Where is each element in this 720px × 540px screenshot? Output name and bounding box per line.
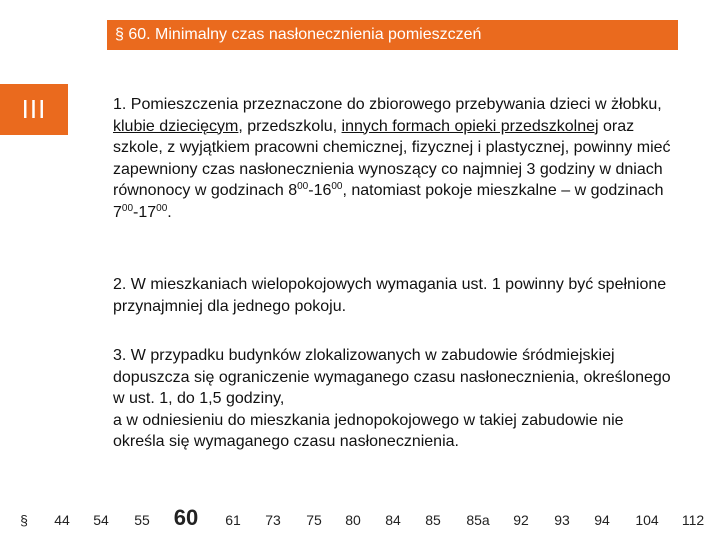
chapter-marker	[0, 84, 68, 135]
section-title-bar	[107, 20, 678, 50]
nav-link-94[interactable]: 94	[594, 512, 610, 528]
nav-link-44[interactable]: 44	[54, 512, 70, 528]
nav-link-92[interactable]: 92	[513, 512, 529, 528]
chapter-label: III	[21, 94, 47, 124]
time-superscript: 00	[297, 181, 309, 192]
nav-link-104[interactable]: 104	[635, 512, 659, 528]
nav-link-54[interactable]: 54	[93, 512, 109, 528]
paragraph-1-text: -17	[133, 203, 157, 221]
paragraph-3-line-2: a w odniesieniu do mieszkania jednopokojowego w takiej zabudowie nie określa się wymaganego czasu nasłonecznienia.	[113, 411, 624, 450]
link-inne-formy-opieki[interactable]: innych formach opieki przedszkolnej	[341, 117, 599, 135]
paragraph-1-text: , przedszkolu,	[238, 117, 342, 135]
nav-link-93[interactable]: 93	[554, 512, 570, 528]
link-klub-dzieciecy[interactable]: klubie dziecięcym	[113, 117, 239, 135]
nav-link-85[interactable]: 85	[425, 512, 441, 528]
paragraph-2: 2. W mieszkaniach wielopokojowych wymagania ust. 1 powinny być spełnione przynajmniej dla jednego pokoju.	[113, 276, 667, 315]
nav-link-75[interactable]: 75	[306, 512, 322, 528]
nav-link-112[interactable]: 112	[681, 512, 705, 528]
nav-link-85a[interactable]: 85a	[466, 512, 490, 528]
time-superscript: 00	[121, 202, 134, 214]
paragraph-1-text: 1. Pomieszczenia przeznaczone do zbiorowego przebywania dzieci w żłobku,	[113, 96, 662, 113]
section-navigation	[0, 498, 720, 538]
paragraph-1-text: oraz szkole, z wyjątkiem pracowni chemicznej, fizycznej i plastycznej, powinny mieć zapewniony czas nasłonecznienia wynoszący co najmniej 3 godziny w dniach równonocy w godzinach 8	[113, 117, 671, 199]
paragraph-1-text: -16	[308, 182, 332, 199]
nav-link-84[interactable]: 84	[385, 512, 401, 528]
paragraph-1-text: , natomiast pokoje mieszkalne – w godzinach 7	[113, 182, 664, 221]
nav-link-61[interactable]: 61	[225, 512, 241, 528]
nav-link-55[interactable]: 55	[134, 512, 150, 528]
paragraph-1-text: .	[167, 203, 172, 221]
time-superscript: 00	[331, 181, 343, 192]
paragraph-1	[113, 94, 673, 223]
paragraph-3	[113, 345, 673, 453]
time-superscript: 00	[156, 202, 168, 214]
nav-link-60[interactable]: 60	[173, 505, 199, 530]
paragraph-3-line-1: 3. W przypadku budynków zlokalizowanych w zabudowie śródmiejskiej dopuszcza się ograniczenie wymaganego czasu nasłonecznienia, określonego w ust. 1, do 1,5 godziny,	[113, 347, 671, 407]
nav-link-73[interactable]: 73	[265, 512, 281, 528]
section-title: § 60. Minimalny czas nasłonecznienia pomieszczeń	[115, 26, 482, 43]
nav-link-80[interactable]: 80	[345, 512, 361, 528]
nav-section-index-link[interactable]: §	[20, 512, 28, 528]
